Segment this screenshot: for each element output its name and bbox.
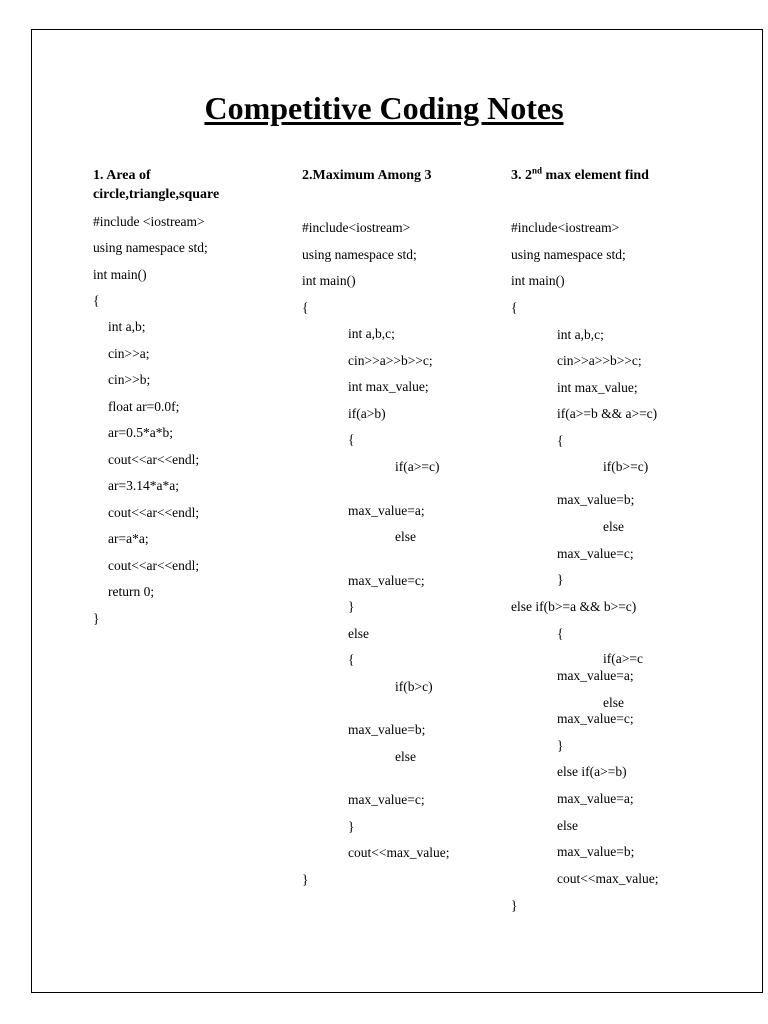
code-line: cout<<ar<<endl;: [108, 505, 200, 520]
code-line: if(b>=c): [603, 459, 649, 474]
code-line: max_value=c;: [557, 546, 634, 561]
code-line: ar=0.5*a*b;: [108, 425, 173, 440]
code-line: cout<<max_value;: [348, 845, 450, 860]
code-line: int main(): [511, 273, 565, 288]
code-line: int main(): [302, 273, 356, 288]
code-line: max_value=a;: [348, 503, 425, 518]
code-line: ar=3.14*a*a;: [108, 478, 179, 493]
col1-heading-line2: circle,triangle,square: [93, 187, 220, 202]
code-line: int main(): [93, 267, 147, 282]
code-line: {: [511, 300, 518, 315]
code-line: return 0;: [108, 584, 155, 599]
code-line: #include<iostream>: [511, 220, 620, 235]
code-line: cin>>a>>b>>c;: [557, 353, 642, 368]
code-line: max_value=c;: [557, 711, 634, 726]
code-line: if(a>=c): [395, 459, 440, 474]
code-line: }: [348, 599, 355, 614]
code-line: int max_value;: [348, 379, 429, 394]
col2-heading: 2.Maximum Among 3: [302, 168, 432, 183]
code-line: max_value=b;: [557, 844, 635, 859]
code-line: cout<<ar<<endl;: [108, 452, 200, 467]
col3-heading-prefix: 3. 2: [511, 168, 532, 183]
col3-heading: [511, 166, 649, 185]
code-line: else if(a>=b): [557, 764, 627, 779]
col3-heading-sup: nd: [532, 165, 543, 176]
code-line: else: [395, 749, 416, 764]
code-line: }: [557, 572, 564, 587]
code-line: using namespace std;: [511, 247, 626, 262]
code-line: max_value=b;: [557, 492, 635, 507]
code-line: }: [93, 611, 100, 626]
code-line: int a,b;: [108, 319, 146, 334]
code-line: {: [302, 300, 309, 315]
code-line: {: [93, 293, 100, 308]
page-title: Competitive Coding Notes: [204, 90, 564, 126]
code-line: else: [603, 519, 624, 534]
code-line: #include<iostream>: [302, 220, 411, 235]
code-line: }: [348, 819, 355, 834]
code-line: else: [395, 529, 416, 544]
code-line: int a,b,c;: [348, 326, 395, 341]
code-line: max_value=a;: [557, 791, 634, 806]
code-line: max_value=c;: [348, 573, 425, 588]
code-line: if(b>c): [395, 679, 433, 694]
code-line: max_value=c;: [348, 792, 425, 807]
code-line: }: [557, 738, 564, 753]
code-line: cin>>a>>b>>c;: [348, 353, 433, 368]
code-line: max_value=a;: [557, 668, 634, 683]
code-line: max_value=b;: [348, 722, 426, 737]
code-line: cout<<ar<<endl;: [108, 558, 200, 573]
code-line: cin>>b;: [108, 372, 151, 387]
code-line: using namespace std;: [93, 240, 208, 255]
code-line: else: [603, 695, 624, 710]
code-line: if(a>=b && a>=c): [557, 406, 658, 421]
code-line: int a,b,c;: [557, 327, 604, 342]
code-line: ar=a*a;: [108, 531, 149, 546]
code-line: #include <iostream>: [93, 214, 205, 229]
code-line: }: [302, 872, 309, 887]
code-line: float ar=0.0f;: [108, 399, 180, 414]
code-line: if(a>=c: [603, 651, 643, 666]
code-line: if(a>b): [348, 406, 386, 421]
code-line: using namespace std;: [302, 247, 417, 262]
col3-heading-suffix: max element find: [542, 168, 649, 183]
col1-heading: [93, 166, 219, 204]
code-line: int max_value;: [557, 380, 638, 395]
code-line: {: [557, 626, 564, 641]
code-line: cin>>a;: [108, 346, 150, 361]
code-line: {: [557, 433, 564, 448]
code-line: {: [348, 432, 355, 447]
code-line: cout<<max_value;: [557, 871, 659, 886]
code-line: }: [511, 898, 518, 913]
code-line: else: [557, 818, 578, 833]
col1-heading-line1: 1. Area of: [93, 168, 151, 183]
code-line: else if(b>=a && b>=c): [511, 599, 637, 614]
code-line: {: [348, 652, 355, 667]
code-line: else: [348, 626, 369, 641]
